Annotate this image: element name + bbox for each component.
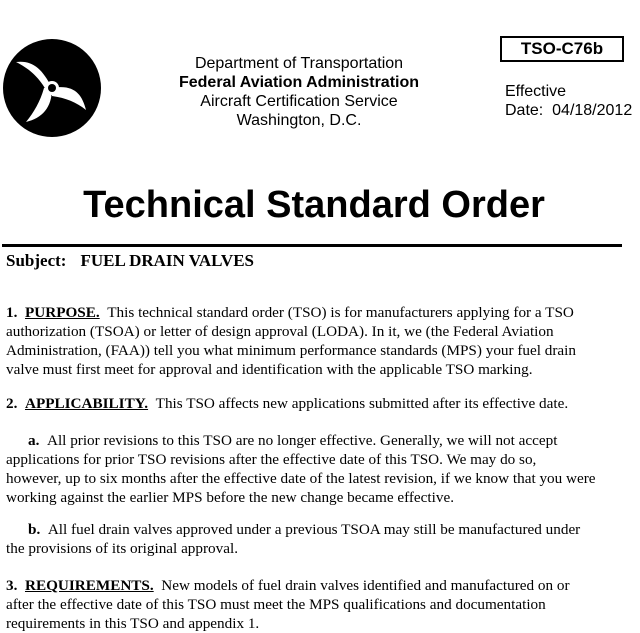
date-label: Date: <box>505 102 544 119</box>
item-b <box>6 520 624 558</box>
effective-date-block <box>505 82 632 120</box>
document-title: Technical Standard Order <box>83 184 545 226</box>
paragraph-line: applications for prior TSO revisions after the effective date of this TSO. We may do so, <box>6 451 537 468</box>
service-name: Aircraft Certification Service <box>200 93 398 110</box>
paragraph-line: New models of fuel drain valves identified and manufactured on or <box>161 577 570 594</box>
section-heading: REQUIREMENTS. <box>24 577 154 594</box>
item-label: a. <box>28 432 40 449</box>
paragraph-line: after the effective date of this TSO must meet the MPS qualifications and documentation <box>6 596 546 613</box>
dot-triskelion-logo <box>2 38 102 138</box>
paragraph-line: requirements in this TSO and appendix 1. <box>6 615 260 632</box>
paragraph-line: All fuel drain valves approved under a previous TSOA may still be manufactured under <box>47 521 581 538</box>
paragraph-line: All prior revisions to this TSO are no longer effective. Generally, we will not accept <box>46 432 558 449</box>
date-value: 04/18/2012 <box>552 102 633 119</box>
item-label: b. <box>28 521 41 538</box>
paragraph-line: Administration, (FAA)) tell you what minimum performance standards (MPS) your fuel drain <box>6 342 576 359</box>
subject-label: Subject: <box>6 251 67 270</box>
section-number: 3. <box>6 577 18 594</box>
paragraph-line: This technical standard order (TSO) is for manufacturers applying for a TSO <box>107 304 574 321</box>
section-heading: APPLICABILITY. <box>24 395 149 412</box>
paragraph-line: This TSO affects new applications submitted after its effective date. <box>155 395 569 412</box>
department-name: Department of Transportation <box>194 55 404 72</box>
paragraph-line: working against the earlier MPS before the new change became effective. <box>6 489 454 506</box>
subject-line <box>6 250 254 272</box>
paragraph-line: the provisions of its original approval. <box>6 540 238 557</box>
paragraph-line: authorization (TSOA) or letter of design approval (LODA). In it, we (the Federal Aviation <box>6 323 554 340</box>
subject-value: FUEL DRAIN VALVES <box>80 251 254 270</box>
paragraph-line: however, up to six months after the effective date of the latest revision, if we know that you were <box>6 470 596 487</box>
item-a <box>6 431 624 507</box>
section-applicability <box>6 394 624 413</box>
agency-name: Federal Aviation Administration <box>178 74 420 91</box>
tso-number-box: TSO-C76b <box>500 36 624 62</box>
location: Washington, D.C. <box>236 112 362 129</box>
title-divider <box>2 244 622 247</box>
effective-date <box>505 101 632 120</box>
section-requirements <box>6 576 624 633</box>
section-heading: PURPOSE. <box>24 304 100 321</box>
section-number: 2. <box>6 395 18 412</box>
agency-block <box>168 54 430 130</box>
effective-label: Effective <box>505 83 567 100</box>
section-number: 1. <box>6 304 18 321</box>
section-purpose <box>6 303 624 379</box>
paragraph-line: valve must first meet for approval and identification with the applicable TSO marking. <box>6 361 533 378</box>
